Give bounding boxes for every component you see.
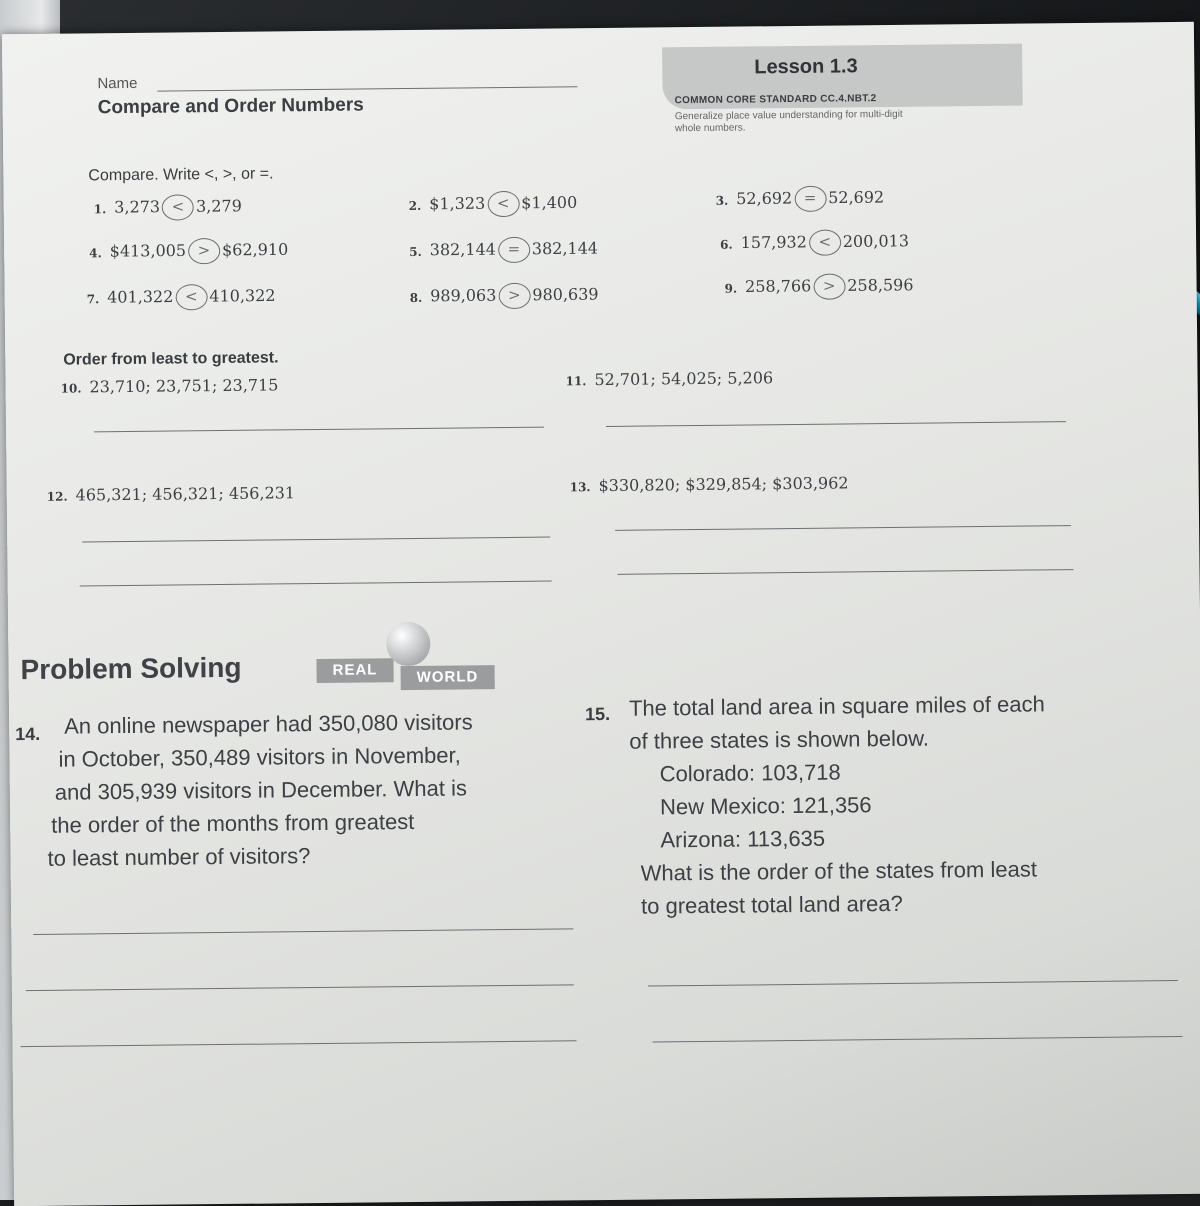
question-line: to greatest total land area? (640, 890, 903, 919)
answer-circle[interactable]: > (813, 273, 845, 299)
question-line: to least number of visitors? (47, 843, 311, 871)
page-title: Compare and Order Numbers (97, 94, 364, 119)
badge-real: REAL (316, 658, 393, 683)
compare-item-3 (716, 185, 885, 213)
item-number: 13. (569, 480, 591, 495)
value-b: $1,400 (521, 192, 578, 213)
answer-circle[interactable]: < (809, 230, 841, 256)
item-number: 11. (565, 374, 587, 389)
item-number: 1. (93, 201, 107, 216)
answer-line-10[interactable] (94, 427, 544, 433)
numbers: 465,321; 456,321; 456,231 (75, 483, 296, 505)
item-number: 9. (724, 281, 738, 296)
order-item-12 (47, 483, 296, 505)
value-a: 52,692 (736, 188, 793, 209)
order-item-11 (565, 368, 773, 389)
answer-line-13b[interactable] (618, 569, 1074, 575)
standard-description: Generalize place value understanding for multi-digit whole numbers. (674, 108, 903, 135)
item-number: 7. (86, 291, 100, 306)
answer-line-14b[interactable] (26, 984, 574, 991)
compare-item-4 (89, 237, 288, 265)
value-a: 157,932 (740, 232, 807, 253)
item-number: 12. (46, 489, 68, 504)
order-item-13 (570, 473, 849, 495)
item-number: 10. (60, 381, 82, 396)
item-number: 2. (408, 198, 422, 213)
item-number: 3. (715, 193, 729, 208)
question-line: An online newspaper had 350,080 visitors (64, 709, 473, 739)
answer-line-13a[interactable] (615, 525, 1071, 531)
standard-code: COMMON CORE STANDARD CC.4.NBT.2 (674, 93, 877, 107)
question-line: in October, 350,489 visitors in November, (58, 742, 461, 772)
name-label: Name (97, 74, 138, 93)
order-instructions: Order from least to greatest. (63, 349, 279, 369)
value-b: 382,144 (531, 238, 599, 259)
answer-circle[interactable]: = (498, 237, 530, 263)
question-line: The total land area in square miles of each (628, 691, 1045, 721)
value-a: 258,766 (745, 276, 812, 297)
state-arizona: Arizona: 113,635 (660, 825, 826, 853)
item-number: 8. (409, 290, 423, 305)
compare-item-6 (720, 229, 909, 257)
state-new-mexico: New Mexico: 121,356 (659, 792, 872, 820)
value-b: 200,013 (842, 231, 910, 251)
answer-line-12a[interactable] (82, 537, 550, 543)
answer-circle[interactable]: > (188, 238, 220, 264)
question-line: of three states is shown below. (629, 725, 930, 754)
compare-item-2 (409, 190, 578, 218)
item-number: 5. (409, 244, 422, 259)
question-line: the order of the months from greatest (51, 808, 415, 838)
question-15-number: 15. (584, 703, 611, 725)
numbers: 52,701; 54,025; 5,206 (594, 368, 774, 390)
numbers: 23,710; 23,751; 23,715 (89, 375, 279, 397)
state-colorado: Colorado: 103,718 (659, 759, 841, 787)
problem-solving-title: Problem Solving (20, 651, 242, 686)
compare-item-1 (94, 194, 242, 222)
value-b: $62,910 (221, 239, 289, 260)
answer-line-11[interactable] (606, 421, 1066, 427)
compare-item-5 (409, 236, 598, 264)
value-a: 989,063 (430, 285, 497, 306)
name-line[interactable] (157, 86, 577, 91)
value-a: 401,322 (107, 286, 174, 307)
numbers: $330,820; $329,854; $303,962 (598, 473, 849, 496)
answer-line-15a[interactable] (648, 980, 1178, 987)
worksheet-page (2, 22, 1200, 1206)
answer-line-14a[interactable] (33, 928, 573, 935)
compare-item-7 (87, 283, 276, 311)
question-14-number: 14. (15, 723, 41, 745)
lesson-number: Lesson 1.3 (754, 55, 858, 79)
value-b: 3,279 (195, 196, 242, 216)
answer-circle[interactable]: > (498, 283, 530, 309)
answer-circle[interactable]: < (162, 194, 194, 220)
badge-world: WORLD (401, 665, 495, 690)
question-line: and 305,939 visitors in December. What is (54, 775, 468, 805)
value-a: 3,273 (114, 197, 161, 217)
globe-icon (386, 622, 430, 666)
question-15-text (629, 686, 1191, 923)
item-number: 4. (89, 245, 102, 260)
answer-line-15b[interactable] (652, 1036, 1182, 1043)
item-number: 6. (720, 237, 733, 252)
answer-circle[interactable]: = (794, 186, 826, 212)
answer-line-12b[interactable] (80, 581, 552, 587)
order-item-10 (60, 375, 278, 396)
answer-circle[interactable]: < (175, 284, 207, 310)
value-a: 382,144 (429, 239, 496, 260)
compare-item-9 (724, 273, 913, 301)
value-b: 52,692 (828, 187, 885, 208)
value-b: 980,639 (532, 284, 599, 305)
value-a: $1,323 (429, 193, 486, 214)
value-b: 410,322 (209, 285, 276, 306)
question-14-text (47, 704, 586, 874)
answer-line-14c[interactable] (20, 1040, 576, 1047)
question-line: What is the order of the states from least (640, 856, 1037, 886)
compare-instructions: Compare. Write <, >, or =. (88, 165, 274, 185)
compare-item-8 (410, 282, 599, 310)
value-a: $413,005 (109, 240, 187, 261)
value-b: 258,596 (847, 275, 914, 295)
answer-circle[interactable]: < (487, 191, 519, 217)
